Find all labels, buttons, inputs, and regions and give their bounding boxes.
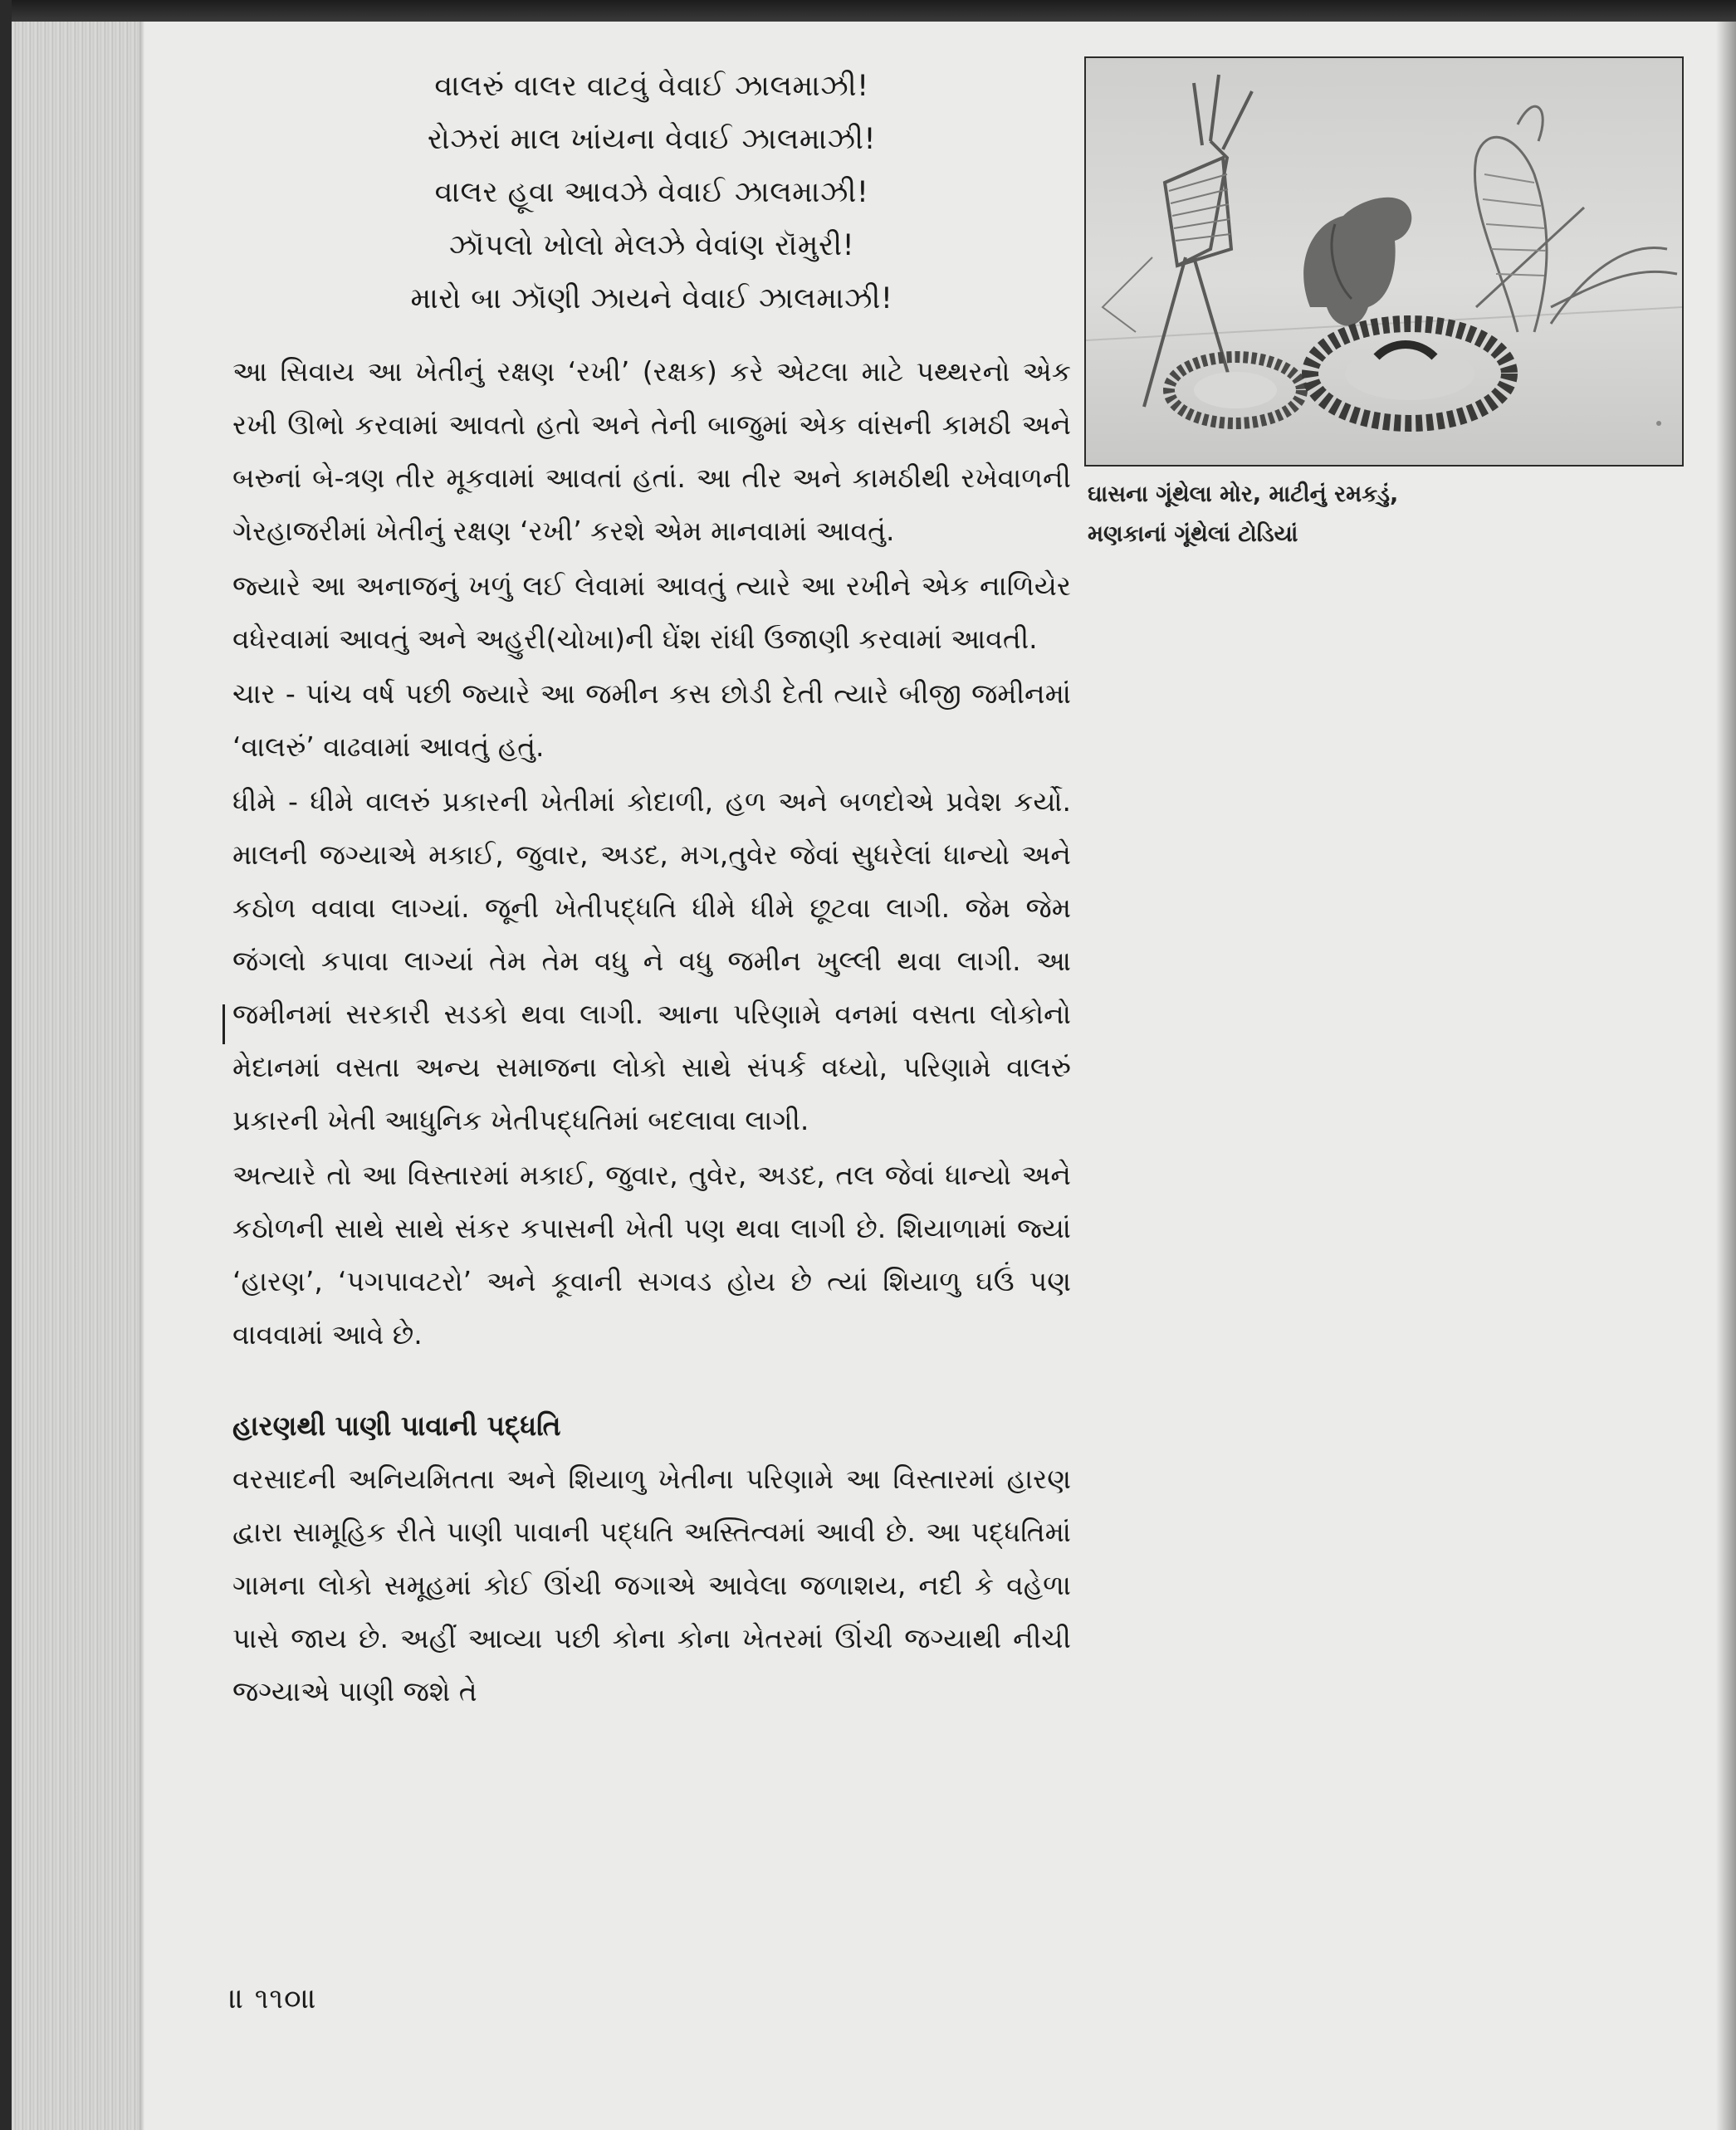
page-number: ॥ ૧૧૦॥ — [229, 1982, 318, 2015]
poem-line: ઝૉપલો ખોલો મેલઝે વેવાંણ રૉમુરી! — [448, 229, 855, 262]
poem-line: મારો બા ઝૉણી ઝાયને વેવાઈ ઝાલમાઝી! — [410, 282, 893, 315]
caption-line: ઘાસના ગૂંથેલા મોર, માટીનું રમકડું, — [1088, 481, 1399, 507]
poem-line: વાલર હૂવા આવઝે વેવાઈ ઝાલમાઝી! — [434, 176, 869, 209]
photo-caption — [1088, 475, 1685, 554]
poem-line: રોઝરાં માલ ખાંયના વેવાઈ ઝાલમાઝી! — [427, 123, 877, 156]
paragraph: આ સિવાય આ ખેતીનું રક્ષણ ‘રખી’ (રક્ષક) કરે એટલા માટે પથ્થરનો એક રખી ઊભો કરવામાં આવતો હતો અને તેની બાજુમાં એક વાંસની કામઠી અને બરુનાં બે-ત્રણ તીર મૂકવામાં આવતાં હતાં. આ તીર અને કામઠીથી રખેવાળની ગેરહાજરીમાં ખેતીનું રક્ષણ ‘રખી’ કરશે એમ માનવામાં આવતું. — [232, 355, 1071, 547]
paragraph: જ્યારે આ અનાજનું ખળું લઈ લેવામાં આવતું ત્યારે આ રખીને એક નાળિયેર વધેરવામાં આવતું અને અહુરી(ચોખા)ની ઘેંશ રાંધી ઉજાણી કરવામાં આવતી. — [232, 569, 1071, 655]
poem-block — [232, 60, 1071, 325]
book-page-edges — [12, 22, 144, 2130]
photo-image — [1086, 58, 1682, 465]
scan-border-top — [0, 0, 1736, 22]
poem-line: વાલરું વાલર વાટવું વેવાઈ ઝાલમાઝી! — [434, 70, 869, 103]
paragraph: ધીમે - ધીમે વાલરું પ્રકારની ખેતીમાં કોદાળી, હળ અને બળદોએ પ્રવેશ કર્યો. માલની જગ્યાએ મકાઈ, જુવાર, અડદ, મગ,તુવેર જેવાં સુધરેલાં ધાન્યો અને કઠોળ વવાવા લાગ્યાં. જૂની ખેતીપદ્ધતિ ધીમે ધીમે છૂટવા લાગી. જેમ જેમ જંગલો કપાવા લાગ્યાં તેમ તેમ વધુ ને વધુ જમીન ખુલ્લી થવા લાગી. આ જમીનમાં સરકારી સડકો થવા લાગી. આના પરિણામે વનમાં વસતા લોકોનો મેદાનમાં વસતા અન્ય સમાજના લોકો સાથે સંપર્ક વધ્યો, પરિણામે વાલરું પ્રકારની ખેતી આધુનિક ખેતીપદ્ધતિમાં બદલાવા લાગી. — [232, 785, 1071, 1136]
scan-shadow-right — [1716, 22, 1736, 2130]
caption-line: મણકાનાં ગૂંથેલાં ટોડિયાં — [1088, 521, 1298, 547]
scan-mark — [223, 1004, 225, 1044]
section-heading: હારણથી પાણી પાવાની પદ્ધતિ — [232, 1409, 561, 1442]
paragraph: અત્યારે તો આ વિસ્તારમાં મકાઈ, જુવાર, તુવેર, અડદ, તલ જેવાં ધાન્યો અને કઠોળની સાથે સાથે સંકર કપાસની ખેતી પણ થવા લાગી છે. શિયાળામાં જ્યાં ‘હારણ’, ‘પગપાવટરો’ અને કૂવાની સગવડ હોય છે ત્યાં શિયાળુ ઘઉં પણ વાવવામાં આવે છે. — [232, 1159, 1071, 1351]
paragraph: ચાર - પાંચ વર્ષ પછી જ્યારે આ જમીન કસ છોડી દેતી ત્યારે બીજી જમીનમાં ‘વાલરું’ વાઢવામાં આવતું હતું. — [232, 677, 1071, 763]
paragraph: વરસાદની અનિયમિતતા અને શિયાળુ ખેતીના પરિણામે આ વિસ્તારમાં હારણ દ્વારા સામૂહિક રીતે પાણી પાવાની પદ્ધતિ અસ્તિત્વમાં આવી છે. આ પદ્ધતિમાં ગામના લોકો સમૂહમાં કોઈ ઊંચી જગાએ આવેલા જળાશય, નદી કે વહેળા પાસે જાય છે. અહીં આવ્યા પછી કોના કોના ખેતરમાં ઊંચી જગ્યાથી નીચી જગ્યાએ પાણી જશે તે — [232, 1463, 1071, 1707]
photo-figure — [1084, 56, 1684, 467]
scan-border-left — [0, 0, 12, 2130]
body-text — [232, 345, 1071, 1720]
